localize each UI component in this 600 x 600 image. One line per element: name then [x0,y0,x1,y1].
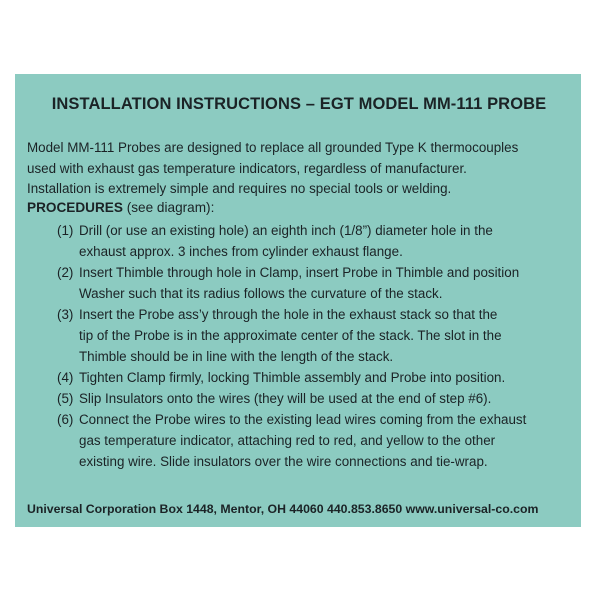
step-line: gas temperature indicator, attaching red to red, and yellow to the other [79,433,496,448]
step-line: tip of the Probe is in the approximate center of the stack. The slot in the [79,328,502,343]
procedure-step-2 [27,262,575,304]
procedure-steps [27,220,575,472]
procedure-step-5 [27,388,575,409]
intro-line: Model MM-111 Probes are designed to replace all grounded Type K thermocouples [27,140,519,155]
instruction-card [15,74,581,527]
procedure-step-6 [27,409,575,472]
step-line: existing wire. Slide insulators over the wire connections and tie-wrap. [79,454,488,469]
step-number: (6) [57,412,74,427]
procedures-heading [27,200,214,215]
intro-line: used with exhaust gas temperature indicators, regardless of manufacturer. [27,160,467,176]
intro-paragraph [27,138,575,200]
step-line: exhaust approx. 3 inches from cylinder exhaust flange. [79,244,403,259]
step-number: (2) [57,265,74,280]
procedures-label: PROCEDURES [27,200,123,215]
procedure-step-3 [27,304,575,367]
step-line: Tighten Clamp firmly, locking Thimble assembly and Probe into position. [79,370,506,385]
procedure-step-4 [27,367,575,388]
intro-line: Installation is extremely simple and requires no special tools or welding. [27,181,452,196]
step-line: Insert the Probe ass’y through the hole in the exhaust stack so that the [79,307,498,322]
step-line: Washer such that its radius follows the curvature of the stack. [79,286,443,301]
procedure-step-1 [27,220,575,262]
step-line: Insert Thimble through hole in Clamp, insert Probe in Thimble and position [79,265,520,280]
card-title: INSTALLATION INSTRUCTIONS – EGT MODEL MM-111 PROBE [51,95,547,113]
step-number: (3) [57,307,74,322]
step-line: Drill (or use an existing hole) an eighth inch (1/8”) diameter hole in the [79,223,493,238]
procedures-note: (see diagram): [122,200,215,215]
company-contact-footer: Universal Corporation Box 1448, Mentor, OH 44060 440.853.8650 www.universal-co.com [27,502,539,516]
step-number: (4) [57,370,74,385]
step-line: Slip Insulators onto the wires (they will be used at the end of step #6). [79,391,492,406]
step-line: Connect the Probe wires to the existing lead wires coming from the exhaust [79,412,527,427]
step-number: (1) [57,223,74,238]
step-line: Thimble should be in line with the length of the stack. [79,349,394,364]
step-number: (5) [57,391,74,406]
